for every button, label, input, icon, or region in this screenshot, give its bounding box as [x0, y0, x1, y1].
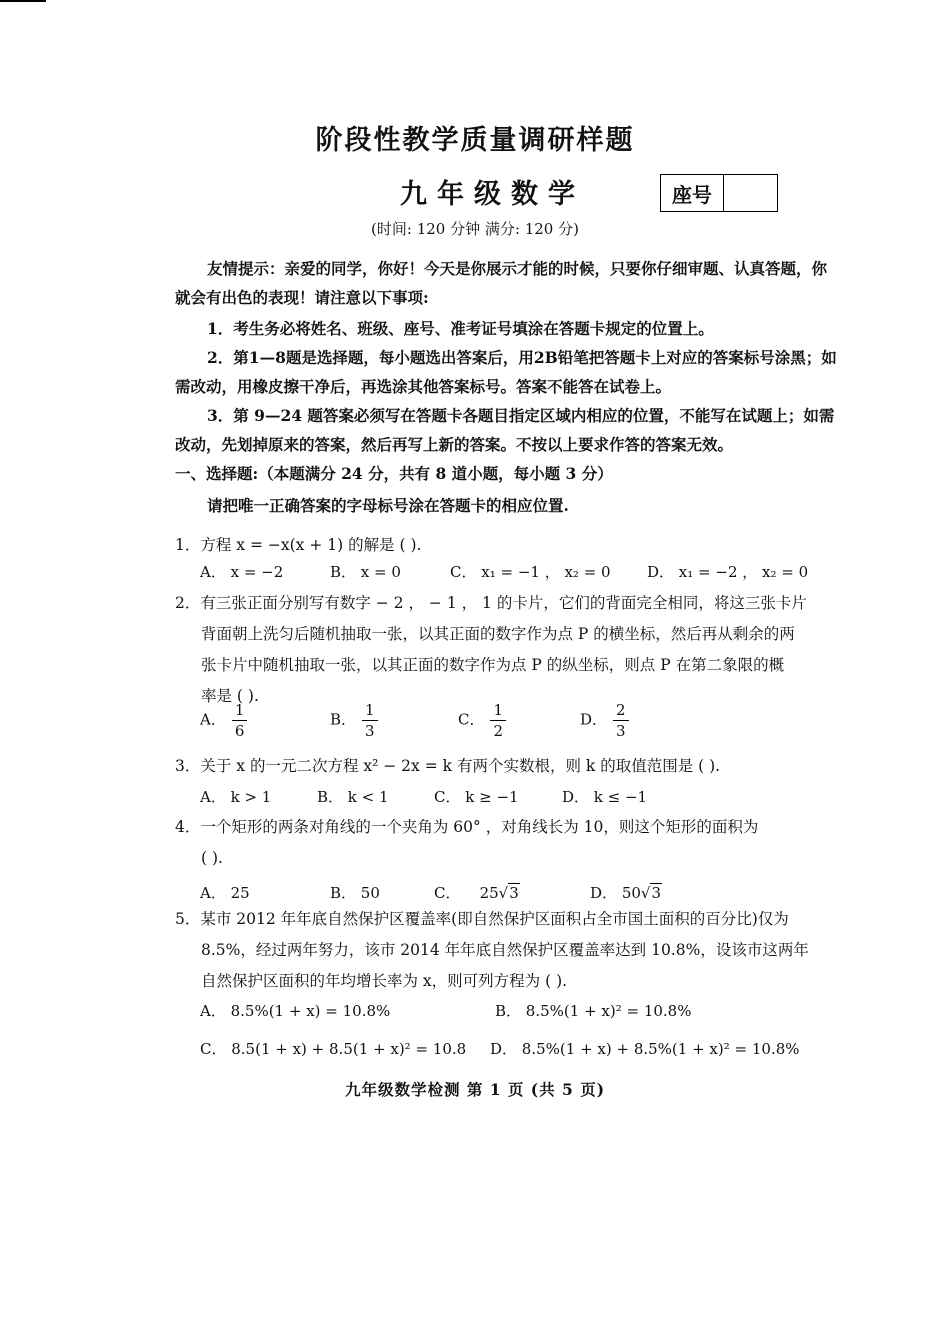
q2-option-b: B． $\frac{1}{3}$ [330, 700, 378, 741]
q2-option-a-fraction: $\frac{1}{6}$ [232, 700, 248, 741]
q5-stem-line-2: 8.5%，经过两年努力，该市 2014 年年底自然保护区覆盖率达到 10.8%，设该市这两年 [201, 941, 809, 959]
page-title: 阶段性教学质量调研样题 [315, 125, 635, 156]
question-2-stem [175, 588, 840, 712]
scan-corner-mark [0, 0, 46, 2]
q2-option-a: A． $\frac{1}{6}$ [200, 700, 247, 741]
q1-option-c: C． x₁ = −1 ， x₂ = 0 [450, 563, 611, 581]
q5-stem-line-1: 5．某市 2012 年年底自然保护区覆盖率(即自然保护区面积占全市国土面积的百分比)仅为 [175, 910, 789, 928]
seat-label: 座号 [661, 175, 724, 211]
q3-option-d: D． k ≤ −1 [562, 788, 648, 806]
q3-option-a: A． k > 1 [200, 788, 272, 806]
q2-stem-line-4: 率是 ( ). [201, 687, 259, 705]
notice-item-1: 1．考生务必将姓名、班级、座号、准考证号填涂在答题卡规定的位置上。 [207, 319, 714, 338]
question-5-stem [175, 904, 840, 997]
notice-item-3: 3．第 9—24 题答案必须写在答题卡各题目指定区域内相应的位置，不能写在试题上；如需改动，先划掉原来的答案，然后再写上新的答案。不按以上要求作答的答案无效。 [175, 406, 835, 454]
notice-intro: 友情提示：亲爱的同学，你好！今天是你展示才能的时候，只要你仔细审题、认真答题，你就会有出色的表现！请注意以下事项: [175, 259, 828, 307]
q1-option-d: D． x₁ = −2 ， x₂ = 0 [647, 563, 809, 581]
q4-option-b: B． 50 [330, 884, 380, 902]
seat-number-box [660, 174, 778, 212]
q2-option-d: D． $\frac{2}{3}$ [580, 700, 629, 741]
question-1-stem: 1．方程 x = −x(x + 1) 的解是 ( ). [175, 536, 422, 554]
q2-stem-line-3: 张卡片中随机抽取一张，以其正面的数字作为点 P 的纵坐标，则点 P 在第二象限的概 [201, 656, 785, 674]
q1-option-b: B． x = 0 [330, 563, 401, 581]
seat-value-field [724, 175, 777, 211]
q1-option-a: A． x = −2 [200, 563, 284, 581]
q3-option-c: C． k ≥ −1 [434, 788, 519, 806]
q2-option-c-fraction: $\frac{1}{2}$ [490, 700, 506, 741]
q2-option-b-fraction: $\frac{1}{3}$ [362, 700, 378, 741]
q4-stem-line-2: ( ). [201, 849, 223, 867]
q2-option-c: C． $\frac{1}{2}$ [458, 700, 506, 741]
q5-option-b: B． 8.5%(1 + x)² = 10.8% [495, 1002, 692, 1020]
q4-stem-line-1: 4．一个矩形的两条对角线的一个夹角为 60° ，对角线长为 10，则这个矩形的面积为 [175, 818, 759, 836]
q3-option-b: B． k < 1 [317, 788, 389, 806]
time-note: (时间: 120 分钟 满分: 120 分) [371, 220, 579, 238]
q2-stem-line-2: 背面朝上洗匀后随机抽取一张，以其正面的数字作为点 P 的横坐标，然后再从剩余的两 [201, 625, 795, 643]
q5-option-a: A． 8.5%(1 + x) = 10.8% [200, 1002, 391, 1020]
subject-title: 九年级数学 [400, 179, 585, 210]
section-instruction: 请把唯一正确答案的字母标号涂在答题卡的相应位置. [207, 496, 569, 515]
page-footer: 九年级数学检测 第 1 页 (共 5 页) [344, 1080, 606, 1099]
notice-item-2: 2．第1—8题是选择题，每小题选出答案后，用2B铅笔把答题卡上对应的答案标号涂黑；如需改动，用橡皮擦干净后，再选涂其他答案标号。答案不能答在试卷上。 [175, 348, 837, 396]
q5-option-d: D． 8.5%(1 + x) + 8.5%(1 + x)² = 10.8% [490, 1040, 800, 1058]
q2-stem-line-1: 2．有三张正面分别写有数字 − 2 ， − 1 ， 1 的卡片，它们的背面完全相同，将这三张卡片 [175, 594, 807, 612]
q5-option-c: C． 8.5(1 + x) + 8.5(1 + x)² = 10.8 [200, 1040, 467, 1058]
section-heading: 一、选择题:（本题满分 24 分，共有 8 道小题，每小题 3 分） [175, 464, 613, 483]
question-4-stem [175, 812, 840, 874]
q5-stem-line-3: 自然保护区面积的年均增长率为 x，则可列方程为 ( ). [201, 972, 568, 990]
q4-option-a: A． 25 [200, 884, 250, 902]
q2-option-d-fraction: $\frac{2}{3}$ [613, 700, 629, 741]
q4-option-d: D． 50√3 [590, 884, 662, 902]
q4-option-c: C． 25√3 [434, 884, 519, 902]
question-3-stem: 3．关于 x 的一元二次方程 x² − 2x = k 有两个实数根，则 k 的取值范围是 ( ). [175, 757, 721, 775]
